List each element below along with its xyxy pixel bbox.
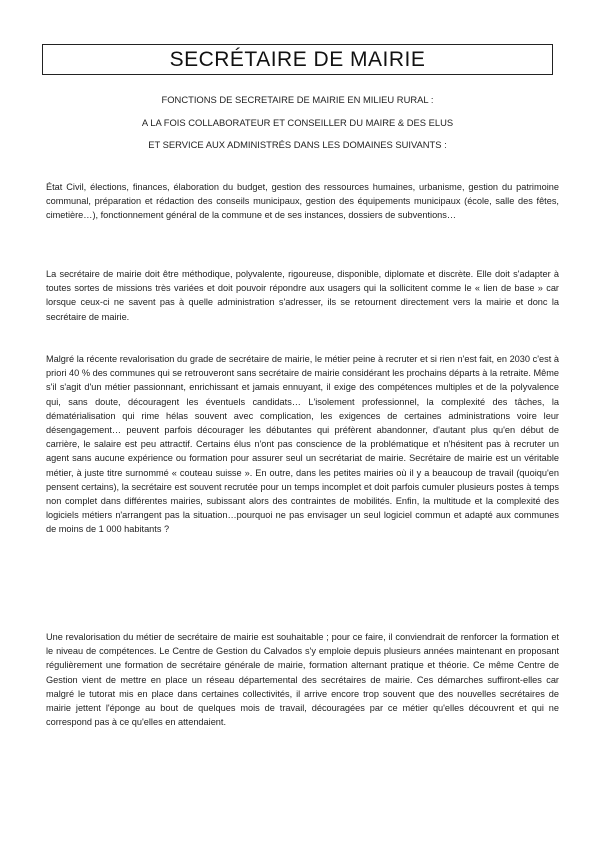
paragraph-recruitment: Malgré la récente revalorisation du grade de secrétaire de mairie, le métier peine à recruter et si rien n'est fait, en 2030 c'est à priori 40 % des communes qui se retrouveront sans secrétaire de mairie considérant les prochains départs à la retraite. Même s'il s'agit d'un métier passionnant, enrichissant et jamais ennuyant, il exige des compétences multiples et de la polyvalence qui, sans doute, découragent les éventuels candidats… L'isolement professionnel, la complexité des tâches, la dématérialisation qui rime hélas souvent avec complication, les exigences de certaines administrations voire leur désengagement… peuvent parfois décourager les débutantes qui préfèrent abandonner, d'autant plus qu'en début de carrière, le salaire est peu attractif. Certains élus n'ont pas conscience de la problématique et n'hésitent pas à recruter un agent sans aucune expérience ou formation pour assurer seul un secrétariat de mairie. Secrétaire de mairie est un véritable métier, à juste titre surnommé « couteau suisse ». En outre, dans les petites mairies où il y a beaucoup de travail (quoiqu'en pensent certains), la secrétaire est souvent recrutée pour un temps incomplet et doit parfois cumuler plusieurs postes à temps non complet dans différentes mairies, subissant alors des contraintes de mobilités. Enfin, la multitude et la complexité des logiciels métiers n'arrangent pas la situation…pourquoi ne pas envisager un seul logiciel commun et adapté aux communes de moins de 1 000 habitants ? <box>46 354 559 535</box>
paragraph-qualities: La secrétaire de mairie doit être méthodique, polyvalente, rigoureuse, disponible, diplomate et discrète. Elle doit s'adapter à toutes sortes de missions très variées et doit pouvoir répondre aux usagers qui la sollicitent comme le « lien de base » car lorsque ceux-ci ne savent pas à quelle administration s'adresser, ils se retournent directement vers la mairie et donc la secrétaire de mairie. <box>46 269 559 322</box>
title-box <box>42 44 553 75</box>
page-title: SECRÉTAIRE DE MAIRIE <box>169 47 426 71</box>
subtitle-line-1: FONCTIONS DE SECRETAIRE DE MAIRIE EN MILIEU RURAL : <box>161 94 434 105</box>
subtitle-line-2: A LA FOIS COLLABORATEUR ET CONSEILLER DU MAIRE & DES ELUS <box>141 117 454 128</box>
paragraph-revalorisation: Une revalorisation du métier de secrétaire de mairie est souhaitable ; pour ce faire, il conviendrait de renforcer la formation et le niveau de compétences. Le Centre de Gestion du Calvados s'y emploie depuis plusieurs années maintenant en proposant régulièrement une formation de secrétaire générale de mairie, formation alternant pratique et théorie. Ce même Centre de Gestion vient de mettre en place un réseau départemental des secrétaires de mairie. Ces démarches suffiront-elles car malgré le tutorat mis en place dans certaines collectivités, il arrive encore trop souvent que des nouvelles secrétaires de mairie jettent l'éponge au bout de quelques mois de travail, découragées par ce métier qu'elles découvrent et qui ne correspond pas à ce qu'elles en attendaient. <box>46 632 559 728</box>
paragraph-domains: État Civil, élections, finances, élaboration du budget, gestion des ressources humaines, urbanisme, gestion du patrimoine communal, préparation et rédaction des conseils municipaux, gestion des équipements municipaux (école, salle des fêtes, cimetière…), fonctionnement général de la commune et de ses instances, dossiers de subventions… <box>46 182 559 221</box>
subtitle-line-3: ET SERVICE AUX ADMINISTRÉS DANS LES DOMAINES SUIVANTS : <box>148 139 447 150</box>
